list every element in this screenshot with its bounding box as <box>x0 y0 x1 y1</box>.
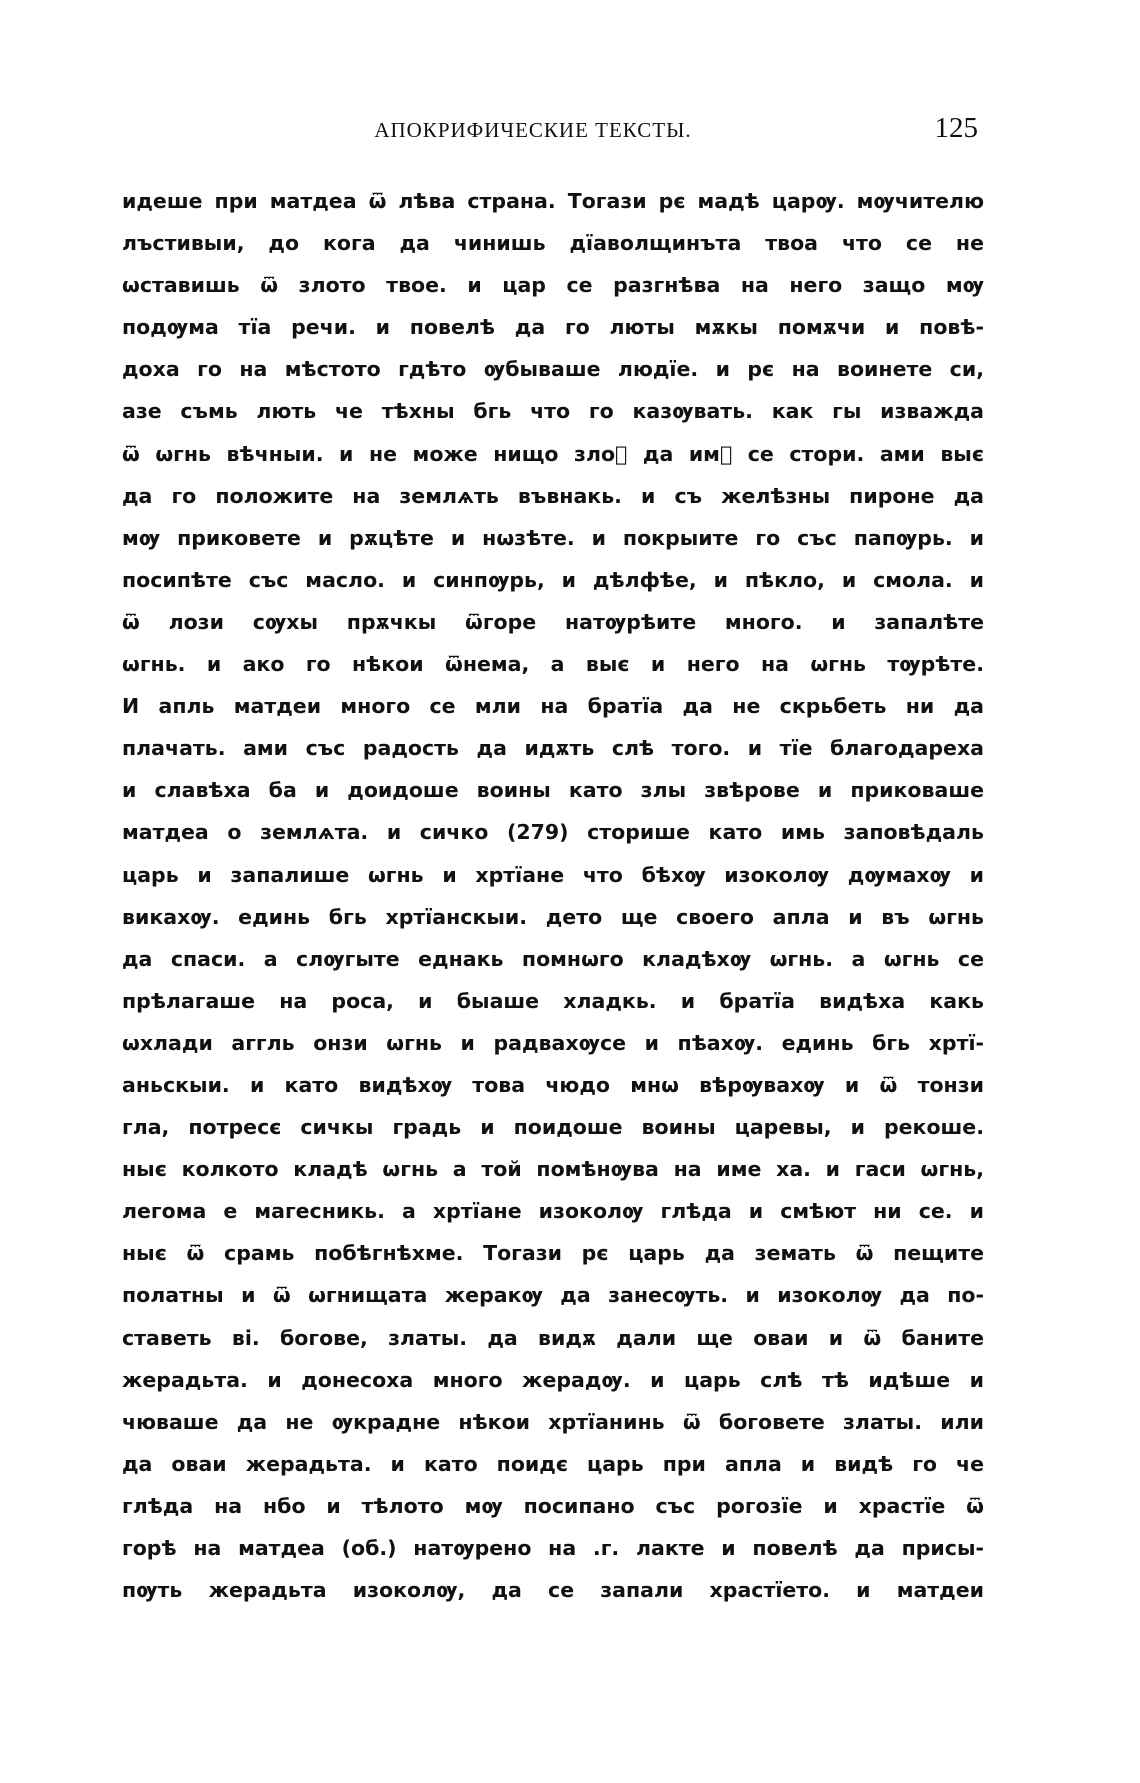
text-line: ѡхлади аггль онзи ѡгнь и радвахѹсе и пѣахѹ. единь бгь хртї- <box>122 1030 984 1055</box>
text-line: гла, потресє сичкы градь и поидоше воины царевы, и рекоше. <box>122 1115 984 1140</box>
text-line: подѹма тїа речи. и повелѣ да го люты мѫкы помѫчи и повѣ- <box>122 315 984 340</box>
running-head <box>122 112 984 152</box>
text-line: и славѣха ба и доидоше воины като злы звѣрове и приковаше <box>122 778 984 803</box>
text-line: И апль матдеи много се мли на братїа да не скрьбеть ни да <box>122 694 984 719</box>
text-line: плачать. ами със радость да идѫть слѣ того. и тїе благодареха <box>122 736 984 761</box>
text-line: ныє колкото кладѣ ѡгнь а той помѣнѹва на име ха. и гаси ѡгнь, <box>122 1157 984 1182</box>
page-number: 125 <box>934 112 978 144</box>
text-line: матдеа о землѧта. и сичко (279) сторише като имь заповѣдаль <box>122 820 984 845</box>
text-line: ѡгнь. и ако го нѣкои ѿнема, а выє и него на ѡгнь тѹрѣте. <box>122 652 984 677</box>
text-line: да оваи жерадьта. и като поидє царь при апла и видѣ го че <box>122 1451 984 1476</box>
text-line: ѡставишь ѿ злото твое. и цар се разгнѣва на него защо мѹ <box>122 273 984 298</box>
text-line: да спаси. а слѹгыте еднакь помнѡго кладѣхѹ ѡгнь. а ѡгнь се <box>122 946 984 971</box>
text-line: пѹть жерадьта изоколѹ, да се запали храстїето. и матдеи <box>122 1578 984 1603</box>
text-line: мѹ приковете и рѫцѣте и нѡзѣте. и покрыите го със папѹрь. и <box>122 525 984 550</box>
text-line: ѿ ѡгнь вѣчныи. и не може нищо злоⷭ да имⷭ се стори. ами выє <box>122 441 984 466</box>
text-line: доха го на мѣстото гдѣто ѹбываше людїе. и рє на воинете си, <box>122 357 984 382</box>
running-title: АПОКРИФИЧЕСКИЕ ТЕКСТЫ. <box>374 118 692 142</box>
text-line: ставеть ві. богове, златы. да видѫ дали ще оваи и ѿ баните <box>122 1325 984 1350</box>
text-line: царь и запалише ѡгнь и хртїане что бѣхѹ изоколѹ дѹмахѹ и <box>122 862 984 887</box>
text-line: азе съмь лють че тѣхны бгь что го казѹвать. как гы изважда <box>122 399 984 424</box>
text-line: ѿ лози сѹхы прѫчкы ѿгоре натѹрѣите много. и запалѣте <box>122 609 984 634</box>
text-line: жерадьта. и донесоха много жерадѹ. и царь слѣ тѣ идѣше и <box>122 1367 984 1392</box>
text-line: прѣлагаше на роса, и быаше хладкь. и братїа видѣха какь <box>122 988 984 1013</box>
text-line: ныє ѿ срамь побѣгнѣхме. Тогази рє царь да земать ѿ пещите <box>122 1241 984 1266</box>
text-line: лъстивыи, до кога да чинишь дїаволщинъта твоа что се не <box>122 231 984 256</box>
text-line: идеше при матдеа ѿ лѣва страна. Тогази рє мадѣ царѹ. мѹчителю <box>122 189 984 213</box>
text-line: да го положите на землѧть въвнакь. и съ желѣзны пироне да <box>122 483 984 508</box>
text-line: викахѹ. единь бгь хртїанскыи. дето ще своего апла и въ ѡгнь <box>122 904 984 929</box>
text-line: горѣ на матдеа (об.) натѹрено на .г. лакте и повелѣ да присы- <box>122 1536 984 1560</box>
text-line: чюваше да не ѹкрадне нѣкои хртїанинь ѿ боговете златы. или <box>122 1409 984 1434</box>
text-line: легома е магесникь. а хртїане изоколѹ глѣда и смѣют ни се. и <box>122 1199 984 1224</box>
text-line: посипѣте със масло. и синпѹрь, и дѣлфѣе, и пѣкло, и смола. и <box>122 567 984 592</box>
body-text <box>122 180 984 1611</box>
text-line: полатны и ѿ ѡгнищата жеракѹ да занесѹть. и изоколѹ да по- <box>122 1283 984 1308</box>
text-line: аньскыи. и като видѣхѹ това чюдо мнѡ вѣрѹвахѹ и ѿ тонзи <box>122 1072 984 1097</box>
text-line: глѣда на нбо и тѣлото мѹ посипано със рогозїе и храстїе ѿ <box>122 1493 984 1518</box>
